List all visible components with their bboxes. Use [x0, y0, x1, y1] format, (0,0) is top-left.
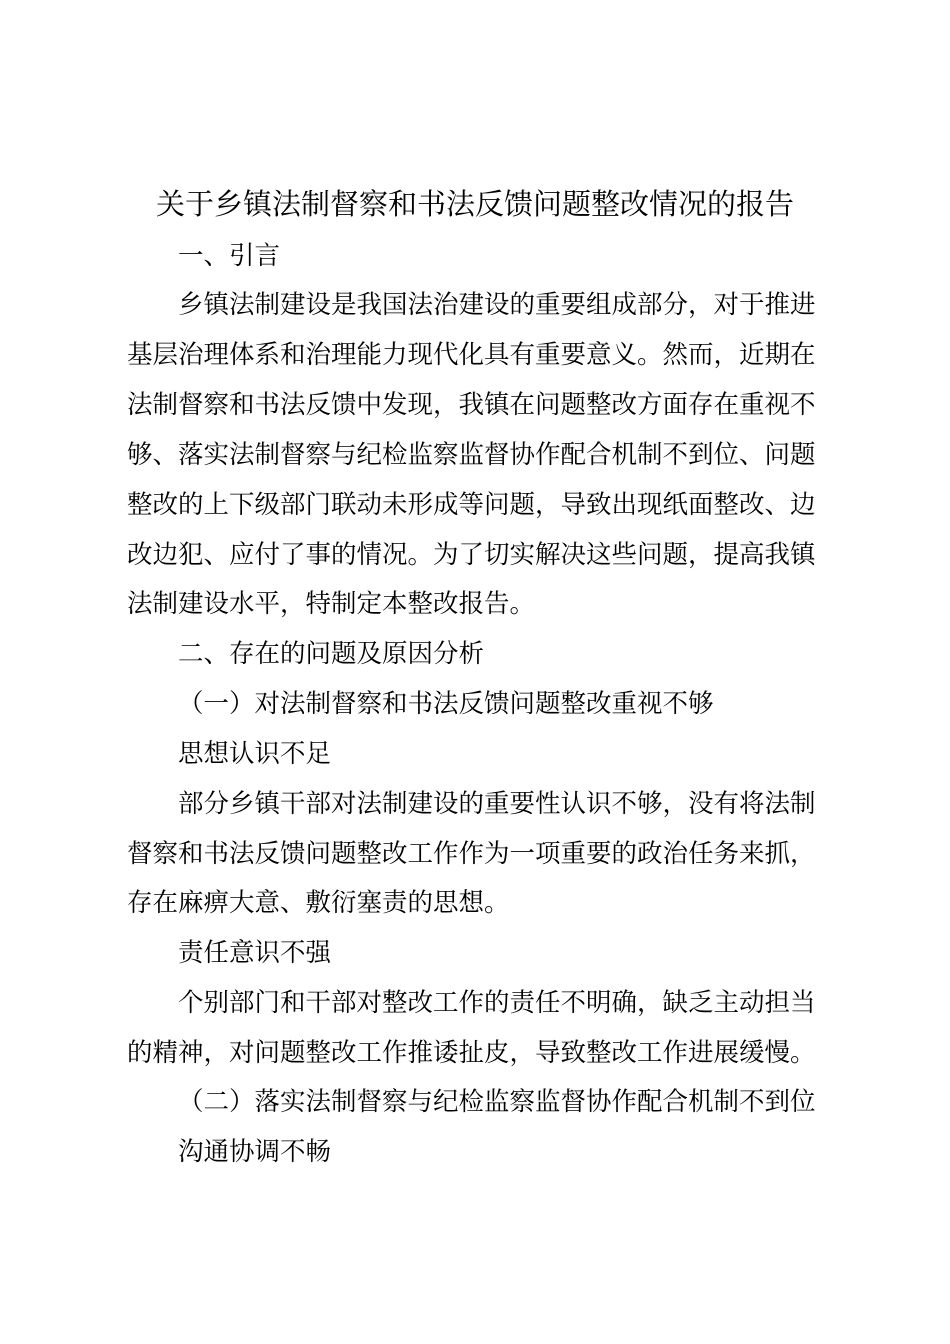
paragraph-line: 整改的上下级部门联动未形成等问题，导致出现纸面整改、边	[127, 490, 816, 520]
paragraph-line: 基层治理体系和治理能力现代化具有重要意义。然而，近期在	[127, 340, 816, 370]
paragraph-line: 改边犯、应付了事的情况。为了切实解决这些问题，提高我镇	[127, 540, 816, 570]
paragraph-line: 乡镇法制建设是我国法治建设的重要组成部分，对于推进	[178, 290, 816, 320]
item-heading: 思想认识不足	[178, 739, 332, 769]
paragraph-line: 部分乡镇干部对法制建设的重要性认识不够，没有将法制	[178, 789, 816, 819]
paragraph-line: 法制督察和书法反馈中发现，我镇在问题整改方面存在重视不	[127, 390, 816, 420]
item-heading: 沟通协调不畅	[178, 1137, 332, 1167]
subsection-heading: （一）对法制督察和书法反馈问题整改重视不够	[178, 689, 714, 719]
document-title: 关于乡镇法制督察和书法反馈问题整改情况的报告	[155, 187, 794, 221]
paragraph-line: 够、落实法制督察与纪检监察监督协作配合机制不到位、问题	[127, 440, 816, 470]
paragraph-line: 的精神，对问题整改工作推诿扯皮，导致整改工作进展缓慢。	[127, 1038, 816, 1068]
section-heading-problems: 二、存在的问题及原因分析	[178, 639, 485, 669]
subsection-heading: （二）落实法制督察与纪检监察监督协作配合机制不到位	[178, 1087, 816, 1117]
paragraph-line: 个别部门和干部对整改工作的责任不明确，缺乏主动担当	[178, 988, 816, 1018]
paragraph-line: 法制建设水平，特制定本整改报告。	[127, 589, 536, 619]
paragraph-line: 存在麻痹大意、敷衍塞责的思想。	[127, 888, 510, 918]
item-heading: 责任意识不强	[178, 938, 332, 968]
section-heading-introduction: 一、引言	[178, 241, 281, 271]
paragraph-line: 督察和书法反馈问题整改工作作为一项重要的政治任务来抓，	[127, 839, 816, 869]
